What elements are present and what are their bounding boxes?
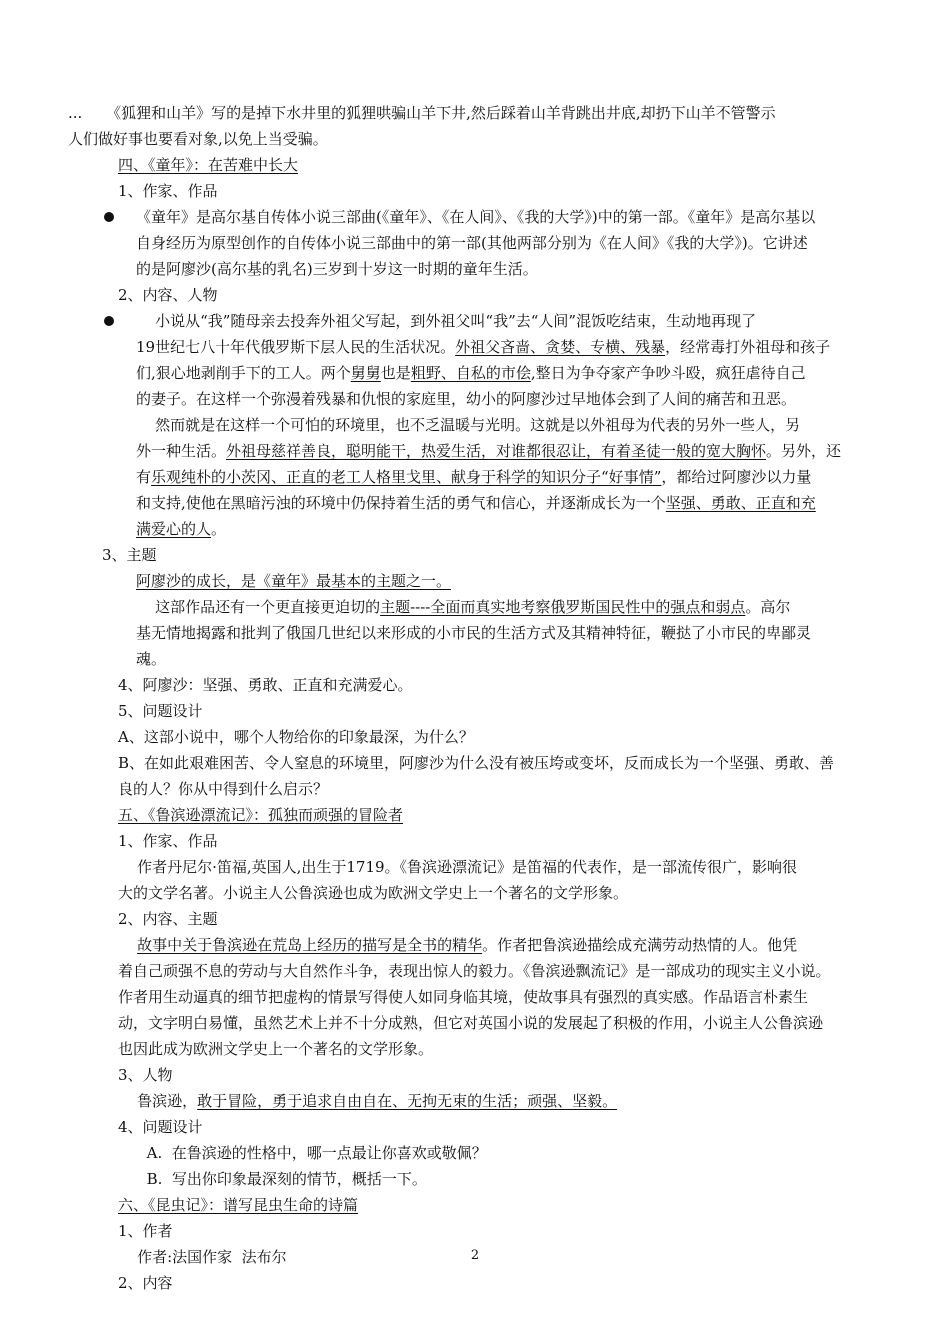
text-line — [0, 906, 950, 932]
underlined-text: 乐观纯朴的小茨冈、正直的老工人格里戈里、献身于科学的知识分子“好事情” — [151, 468, 662, 486]
text-line — [0, 100, 950, 126]
text-line — [0, 490, 950, 516]
underlined-text: 五、《鲁滨逊漂流记》：孤独而顽强的冒险者 — [118, 806, 404, 824]
text-line — [0, 750, 950, 776]
text-segment: 19世纪七八十年代俄罗斯下层人民的生活状况。 — [136, 338, 456, 356]
underlined-text: 四、《童年》：在苦难中长大 — [118, 156, 299, 174]
text-segment: 4、阿廖沙：坚强、勇敢、正直和充满爱心。 — [118, 676, 413, 694]
text-segment: 自身经历为原型创作的自传体小说三部曲中的第一部(其他两部分别为《在人间》《我的大学》)。它讲述 — [136, 234, 808, 252]
text-segment: 小说从“我”随母亲去投奔外祖父写起，到外祖父叫“我”去“人间”混饭吃结束，生动地再现了 — [136, 312, 757, 330]
bullet-icon — [104, 212, 114, 222]
text-line — [0, 542, 950, 568]
text-line — [0, 256, 950, 282]
text-segment: B、在如此艰难困苦、令人窒息的环境里，阿廖沙为什么没有被压垮或变坏，反而成长为一个坚强、勇敢、善 — [118, 754, 835, 772]
text-line — [0, 854, 950, 880]
text-segment: 1、作家、作品 — [118, 182, 218, 200]
text-segment: 良的人？你从中得到什么启示？ — [118, 780, 329, 798]
text-segment: 着自己顽强不息的劳动与大自然作斗争，表现出惊人的毅力。《鲁滨逊飘流记》是一部成功的现实主义小说。 — [118, 962, 831, 980]
underlined-text: 故事中关于鲁滨逊在荒岛上经历的描写是全书的精华 — [137, 936, 483, 954]
text-line — [0, 1192, 950, 1218]
text-line — [0, 1062, 950, 1088]
text-segment: 3、主题 — [102, 546, 157, 564]
text-line — [0, 230, 950, 256]
text-segment: 2、内容、人物 — [118, 286, 218, 304]
text-line — [0, 1140, 950, 1166]
text-line — [0, 698, 950, 724]
text-segment: 们,狠心地剥削手下的工人。两个 — [136, 364, 351, 382]
text-segment: ，经常毒打外祖母和孩子 — [665, 338, 831, 356]
text-line — [0, 438, 950, 464]
text-segment: 也因此成为欧洲文学史上一个著名的文学形象。 — [118, 1040, 434, 1058]
underlined-text: 舅舅 — [350, 364, 381, 382]
underlined-text: 敢于冒险，勇于追求自由自在、无拘无束的生活；顽强、坚毅。 — [197, 1092, 618, 1110]
text-segment: 大的文学名著。小说主人公鲁滨逊也成为欧洲文学史上一个著名的文学形象。 — [118, 884, 629, 902]
text-line — [0, 360, 950, 386]
text-segment: 1、作家、作品 — [118, 832, 218, 850]
text-line — [0, 802, 950, 828]
text-line — [0, 594, 950, 620]
text-line — [0, 568, 950, 594]
text-line — [0, 1010, 950, 1036]
text-line — [0, 282, 950, 308]
text-line — [0, 672, 950, 698]
text-segment: 作者:法国作家 法布尔 — [118, 1248, 287, 1266]
text-segment: 1、作者 — [118, 1222, 173, 1240]
text-segment: 动，文字明白易懂，虽然艺术上并不十分成熟，但它对英国小说的发展起了积极的作用，小说主人公鲁滨逊 — [118, 1014, 824, 1032]
text-segment: 。 — [211, 520, 227, 538]
text-line — [0, 828, 950, 854]
underlined-text: 主题----全面而真实地考察俄罗斯国民性中的强点和弱点 — [380, 598, 746, 616]
text-line — [0, 646, 950, 672]
underlined-text: 阿廖沙的成长，是《童年》最基本的主题之一。 — [136, 572, 452, 590]
underlined-text: 满爱心的人 — [136, 520, 212, 538]
text-segment: 的是阿廖沙(高尔基的乳名)三岁到十岁这一时期的童年生活。 — [136, 260, 538, 278]
text-line — [0, 880, 950, 906]
text-line — [0, 126, 950, 152]
text-line — [0, 464, 950, 490]
text-segment: 鲁滨逊， — [118, 1092, 198, 1110]
text-segment: 《童年》是高尔基自传体小说三部曲(《童年》、《在人间》、《我的大学》)中的第一部。《童年》是高尔基以 — [136, 208, 816, 226]
text-segment: 4、问题设计 — [118, 1118, 203, 1136]
text-line — [0, 308, 950, 334]
text-segment: 外一种生活。 — [136, 442, 227, 460]
text-line — [0, 1218, 950, 1244]
text-segment: 和支持,使他在黑暗污浊的环境中仍保持着生活的勇气和信心，并逐渐成长为一个 — [136, 494, 666, 512]
text-line — [0, 1166, 950, 1192]
underlined-text: 粗野、自私的市侩 — [410, 364, 531, 382]
text-segment: 作者用生动逼真的细节把虚构的情景写得使人如同身临其境，使故事具有强烈的真实感。作品语言朴素生 — [118, 988, 809, 1006]
text-segment: ，都给过阿廖沙以力量 — [661, 468, 812, 486]
underlined-text: 外祖父吝啬、贪婪、专横、残暴 — [455, 338, 666, 356]
text-segment: 。另外，还 — [766, 442, 842, 460]
text-line — [0, 620, 950, 646]
text-segment: 。高尔 — [745, 598, 791, 616]
underlined-text: 坚强、勇敢、正直和充 — [665, 494, 816, 512]
text-line — [0, 1036, 950, 1062]
text-segment: 3、人物 — [118, 1066, 173, 1084]
text-segment: 有 — [136, 468, 152, 486]
text-segment — [118, 936, 137, 954]
text-line — [0, 178, 950, 204]
text-line — [0, 412, 950, 438]
text-line — [0, 386, 950, 412]
text-segment: 2、内容 — [118, 1274, 173, 1292]
text-line — [0, 204, 950, 230]
text-segment: A. 在鲁滨逊的性格中，哪一点最让你喜欢或敬佩？ — [118, 1144, 487, 1162]
text-line — [0, 1270, 950, 1296]
text-segment: 魂。 — [136, 650, 167, 668]
text-segment: 的妻子。在这样一个弥漫着残暴和仇恨的家庭里，幼小的阿廖沙过早地体会到了人间的痛苦和丑恶。 — [136, 390, 797, 408]
text-segment: B. 写出你印象最深刻的情节，概括一下。 — [118, 1170, 427, 1188]
text-line — [0, 776, 950, 802]
text-line — [0, 958, 950, 984]
text-segment: 然而就是在这样一个可怕的环境里，也不乏温暖与光明。这就是以外祖母为代表的另外一些人，另 — [136, 416, 801, 434]
text-line — [0, 334, 950, 360]
underlined-text: 六、《昆虫记》：谱写昆虫生命的诗篇 — [118, 1196, 359, 1214]
text-line — [0, 724, 950, 750]
text-segment: ,整日为争夺家产争吵斗殴，疯狂虐待自己 — [530, 364, 806, 382]
text-segment: 。作者把鲁滨逊描绘成充满劳动热情的人。他凭 — [482, 936, 798, 954]
text-line — [0, 1114, 950, 1140]
text-line — [0, 984, 950, 1010]
underlined-text: 外祖母慈祥善良，聪明能干，热爱生活，对谁都很忍让，有着圣徒一般的宽大胸怀 — [226, 442, 767, 460]
text-line — [0, 932, 950, 958]
text-segment: 基无情地揭露和批判了俄国几世纪以来形成的小市民的生活方式及其精神特征，鞭挞了小市民的卑鄙灵 — [136, 624, 812, 642]
text-segment: 5、问题设计 — [118, 702, 203, 720]
page-number: 2 — [470, 1248, 480, 1263]
text-segment: ... 《狐狸和山羊》写的是掉下水井里的狐狸哄骗山羊下井,然后踩着山羊背跳出井底,却扔下山羊不管警示 — [68, 104, 776, 122]
text-segment: 也是 — [380, 364, 411, 382]
text-segment: A、这部小说中，哪个人物给你的印象最深，为什么？ — [118, 728, 474, 746]
bullet-icon — [104, 316, 114, 326]
text-line — [0, 516, 950, 542]
text-line — [0, 1088, 950, 1114]
text-segment: 2、内容、主题 — [118, 910, 218, 928]
text-segment: 这部作品还有一个更直接更迫切的 — [136, 598, 381, 616]
text-segment: 作者丹尼尔·笛福,英国人,出生于1719。《鲁滨逊漂流记》是笛福的代表作，是一部流传很广，影响很 — [118, 858, 798, 876]
text-line — [0, 152, 950, 178]
text-segment: 人们做好事也要看对象,以免上当受骗。 — [68, 130, 328, 148]
